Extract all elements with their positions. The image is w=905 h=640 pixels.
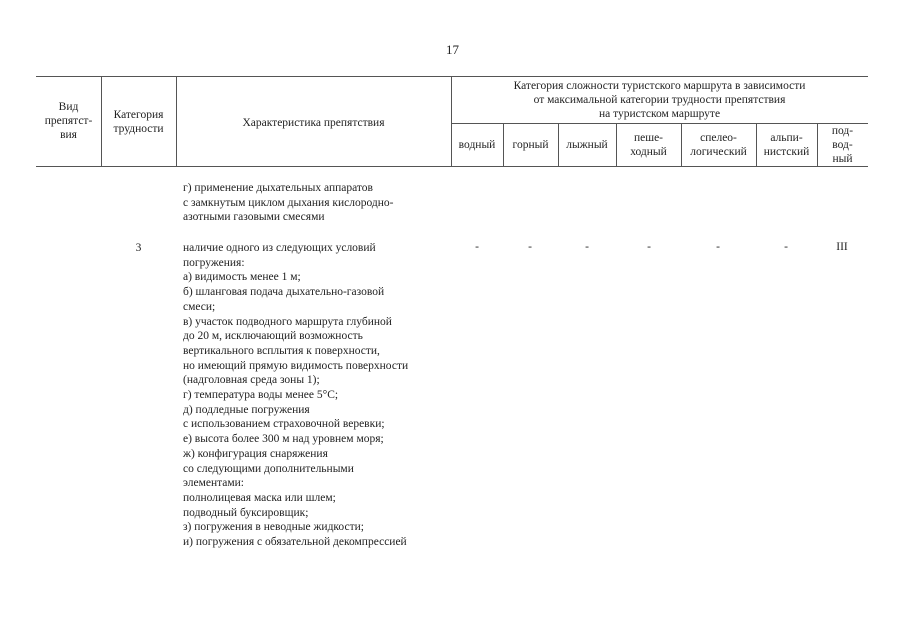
value-water: - <box>475 241 479 253</box>
header-route-category-group: Категория сложности туристского маршрута в зависимости от максимальной категории трудности препятствия на туристском маршруте <box>513 80 806 120</box>
value-alpine: - <box>784 241 788 253</box>
header-speleo: спелео- логический <box>690 132 747 158</box>
value-speleo: - <box>716 241 720 253</box>
continuation-text: г) применение дыхательных аппаратов с замкнутым циклом дыхания кислородно- азотными газовыми смесями <box>183 182 394 224</box>
header-hiking: пеше- ходный <box>630 132 667 158</box>
header-characteristic: Характеристика препятствия <box>242 117 385 129</box>
row-characteristic: наличие одного из следующих условий погружения: а) видимость менее 1 м; б) шланговая подача дыхательно-газовой смеси; в) участок подводного маршрута глубиной до 20 м, исключающий возможность вертикального всплытия к поверхности, но имеющий прямую видимость поверхности (надголовная среда зоны 1); г) температура воды менее 5°С; д) подледные погружения с использованием страховочной веревки; е) высота более 300 м над уровнем моря; ж) конфигурация снаряжения со следующими дополнительными элементами: полнолицевая маска или шлем; подводный буксировщик; з) погружения в неводные жидкости; и) погружения с обязательной декомпрессией <box>183 242 409 549</box>
header-ski: лыжный <box>566 139 608 151</box>
value-hiking: - <box>647 241 651 253</box>
header-water: водный <box>458 139 496 151</box>
value-mountain: - <box>528 241 532 253</box>
header-mountain: горный <box>512 139 549 151</box>
value-ski: - <box>585 241 589 253</box>
header-difficulty-category: Категория трудности <box>113 109 164 135</box>
header-alpine: альпи- нистский <box>763 132 810 158</box>
header-obstacle-type: Вид препятст- вия <box>44 101 93 141</box>
row-category: 3 <box>135 242 142 254</box>
value-underwater: III <box>836 241 848 253</box>
header-underwater: под- вод- ный <box>831 125 854 165</box>
page-number: 17 <box>446 42 459 57</box>
